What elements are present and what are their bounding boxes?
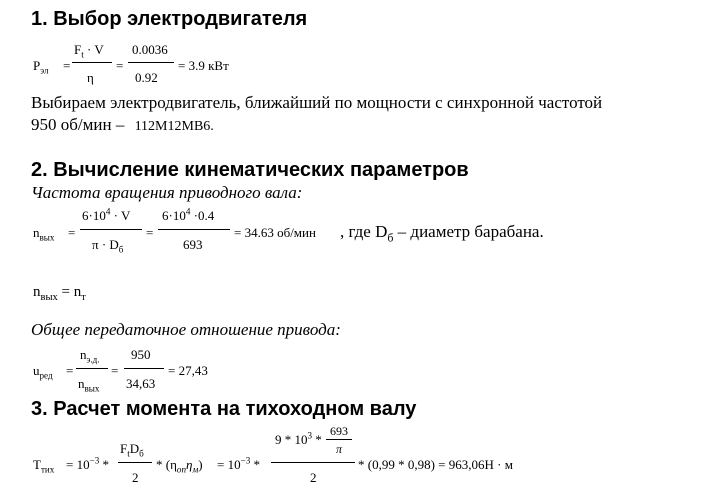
num2-sup: 4	[185, 206, 191, 217]
u-label: u	[33, 363, 40, 378]
u-result: = 27,43	[168, 363, 208, 378]
p-sub: эл	[40, 65, 49, 76]
num1-sub: t	[81, 49, 84, 60]
den1: η	[87, 70, 94, 85]
n-label: n	[33, 225, 40, 240]
u-sub: ред	[39, 370, 53, 381]
p-label: Р	[33, 58, 41, 73]
motor-model: 112M12MB6.	[134, 119, 214, 134]
u-den: n	[78, 376, 85, 391]
den1-a: π · D	[92, 237, 119, 252]
num1-b: · V	[87, 42, 104, 57]
fraction-bar	[124, 368, 164, 369]
fraction-bar	[76, 368, 108, 369]
u-num-sub: э.д.	[86, 354, 100, 365]
eq-sign: =	[111, 363, 119, 378]
star2: *	[253, 457, 261, 472]
section-3-heading: 3. Расчет момента на тихоходном валу	[31, 398, 417, 420]
num1-b: · V	[113, 208, 131, 223]
fraction-bar	[158, 229, 230, 230]
fraction-bar	[80, 229, 142, 230]
n-sub: вых	[39, 232, 55, 243]
den1-sub: б	[118, 244, 124, 255]
eq-sign: =	[146, 225, 154, 240]
nout-equation: $n_{вых} = n_т$	[33, 284, 86, 303]
speed-result-end: – диаметр барабана.	[397, 222, 544, 241]
inner-fraction-bar	[326, 439, 352, 440]
section-2-subtitle: Частота вращения приводного вала:	[31, 183, 303, 202]
ratio-title: Общее передаточное отношение привода:	[31, 320, 341, 339]
eq-sign: =	[116, 58, 124, 73]
speed-result: = 34.63 об/мин	[234, 225, 316, 240]
fraction-bar	[72, 62, 112, 63]
eq1-sup: −3	[89, 455, 100, 466]
u-num2: 950	[131, 347, 151, 362]
u-num: n	[80, 347, 87, 362]
num1-a: F	[74, 42, 82, 57]
eq2-sup: −3	[240, 455, 251, 466]
speed-result-sub: б	[387, 230, 394, 245]
num2: 0.0036	[132, 42, 168, 57]
big-den: 2	[310, 470, 317, 485]
frac1-den: 2	[132, 470, 139, 485]
num2-a: 6·10	[162, 208, 186, 223]
t-sub: тих	[40, 464, 55, 475]
num1-a: 6·10	[82, 208, 106, 223]
den2: 0.92	[135, 70, 158, 85]
fraction-bar	[128, 62, 174, 63]
motor-text-line1: Выбираем электродвигатель, ближайший по мощности с синхронной частотой	[31, 93, 603, 112]
power-result: = 3.9 кВт	[178, 58, 229, 73]
den2: 693	[183, 237, 203, 252]
eq-sign: =	[66, 363, 74, 378]
section-1-heading: 1. Выбор электродвигателя	[31, 8, 308, 30]
speed-result-tail: , где D	[340, 222, 388, 241]
t-label: T	[33, 457, 41, 472]
fraction-bar	[118, 462, 152, 463]
star1: *	[102, 457, 110, 472]
eq2: = 10	[217, 457, 241, 472]
num2-b: ·0.4	[193, 208, 215, 223]
num1-sup: 4	[105, 206, 111, 217]
motor-text-line2: 950 об/мин –	[31, 115, 125, 134]
section-2-heading: 2. Вычисление кинематических параметров	[31, 159, 469, 181]
eq1: = 10	[66, 457, 90, 472]
big-fraction-bar	[271, 462, 355, 463]
eq-sign: =	[68, 225, 76, 240]
eq-sign: =	[63, 58, 71, 73]
torque-tail: * (0,99 * 0,98) = 963,06Н · м	[358, 457, 513, 472]
u-den2: 34,63	[126, 376, 156, 391]
u-den-sub: вых	[84, 383, 100, 394]
inner-den: π	[336, 442, 343, 456]
inner-num: 693	[330, 424, 348, 438]
